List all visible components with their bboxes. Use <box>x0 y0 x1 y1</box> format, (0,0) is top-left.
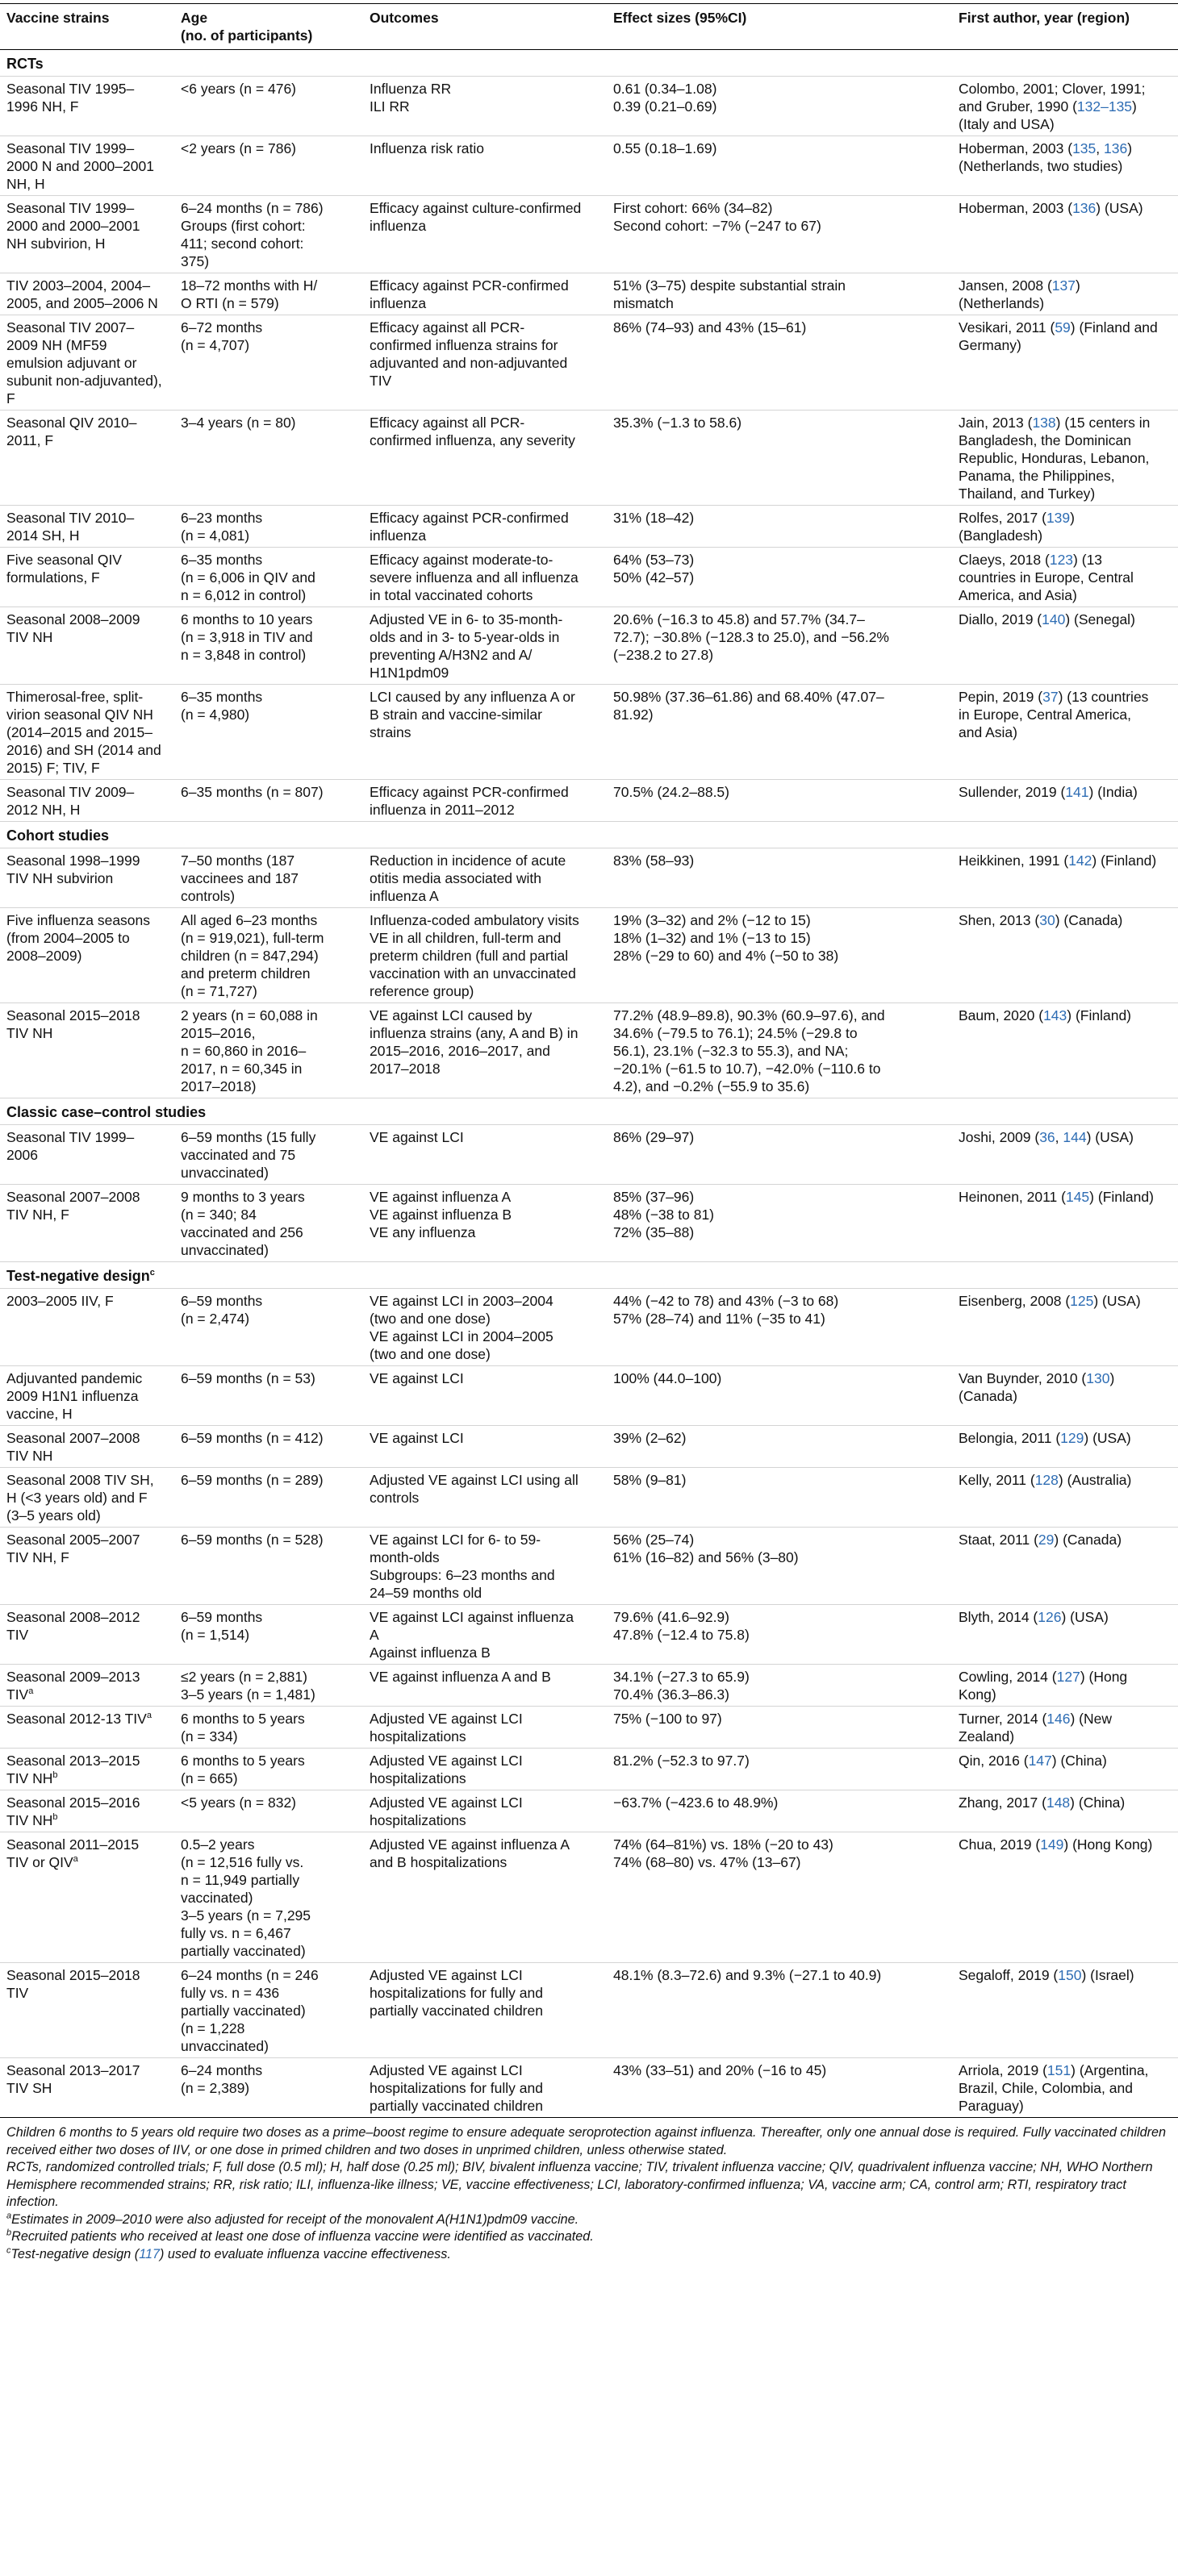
effect-size-cell: 34.1% (−27.3 to 65.9) 70.4% (36.3–86.3) <box>607 1665 952 1707</box>
outcomes-cell: Adjusted VE against LCI hospitalizations for fully and partially vaccinated children <box>363 1963 607 2058</box>
outcomes-cell: Efficacy against all PCR- confirmed influenza strains for adjuvanted and non-adjuvanted TIV <box>363 315 607 411</box>
outcomes-cell: VE against influenza A and B <box>363 1665 607 1707</box>
reference-link[interactable]: 149 <box>1040 1836 1064 1853</box>
age-cell: 6–24 months (n = 2,389) <box>176 2058 363 2118</box>
table-row <box>0 315 1178 411</box>
vaccine-effectiveness-table <box>0 3 1178 2118</box>
table-row <box>0 1366 1178 1426</box>
effect-size-cell: 20.6% (−16.3 to 45.8) and 57.7% (34.7– 72.7); −30.8% (−128.3 to 25.0), and −56.2% (−238.2 to 27.8) <box>607 607 952 685</box>
header-effect-sizes: Effect sizes (95%CI) <box>607 4 952 50</box>
footnote-marker: b <box>52 1812 58 1823</box>
vaccine-strain-cell: Seasonal 2013–2017 TIV SH <box>0 2058 176 2118</box>
outcomes-cell: Efficacy against culture-confirmed influenza <box>363 196 607 273</box>
table-row <box>0 780 1178 822</box>
outcomes-cell: Efficacy against PCR-confirmed influenza <box>363 273 607 315</box>
outcomes-cell: VE against influenza A VE against influenza B VE any influenza <box>363 1185 607 1262</box>
outcomes-cell: Influenza-coded ambulatory visits VE in all children, full-term and preterm children (full and partial vaccination with an unvaccinated reference group) <box>363 908 607 1003</box>
age-cell: 6–59 months (15 fully vaccinated and 75 unvaccinated) <box>176 1125 363 1185</box>
effect-size-cell: 81.2% (−52.3 to 97.7) <box>607 1749 952 1790</box>
reference-link[interactable]: 135 <box>1072 140 1097 156</box>
effect-size-cell: 50.98% (37.36–61.86) and 68.40% (47.07– 81.92) <box>607 685 952 780</box>
vaccine-strain-cell: Seasonal TIV 2007– 2009 NH (MF59 emulsion adjuvant or subunit non-adjuvanted), F <box>0 315 176 411</box>
age-cell: 9 months to 3 years (n = 340; 84 vaccinated and 256 unvaccinated) <box>176 1185 363 1262</box>
effect-size-cell: 19% (3–32) and 2% (−12 to 15) 18% (1–32) and 1% (−13 to 15) 28% (−29 to 60) and 4% (−50 to 38) <box>607 908 952 1003</box>
age-cell: 3–4 years (n = 80) <box>176 411 363 506</box>
age-cell: 6 months to 10 years (n = 3,918 in TIV and n = 3,848 in control) <box>176 607 363 685</box>
reference-link[interactable]: 140 <box>1042 611 1066 627</box>
age-cell: All aged 6–23 months (n = 919,021), full-term children (n = 847,294) and preterm children (n = 71,727) <box>176 908 363 1003</box>
footnote-marker: a <box>146 1711 152 1721</box>
age-cell: 6–72 months (n = 4,707) <box>176 315 363 411</box>
age-cell: 18–72 months with H/ O RTI (n = 579) <box>176 273 363 315</box>
table-row <box>0 1832 1178 1963</box>
reference-link[interactable]: 138 <box>1032 415 1056 431</box>
author-cell: Jain, 2013 (138) (15 centers in Bangladesh, the Dominican Republic, Honduras, Lebanon, Panama, the Philippines, Thailand, and Turkey) <box>952 411 1178 506</box>
footnote-marker: b <box>52 1770 58 1781</box>
table-row <box>0 1468 1178 1528</box>
effect-size-cell: −63.7% (−423.6 to 48.9%) <box>607 1790 952 1832</box>
table-row <box>0 1289 1178 1366</box>
footnote-marker: a <box>28 1686 34 1697</box>
age-cell: 2 years (n = 60,088 in 2015–2016, n = 60,860 in 2016– 2017, n = 60,345 in 2017–2018) <box>176 1003 363 1098</box>
age-cell: 6–35 months (n = 807) <box>176 780 363 822</box>
vaccine-strain-cell: 2003–2005 IIV, F <box>0 1289 176 1366</box>
outcomes-cell: Efficacy against all PCR- confirmed influenza, any severity <box>363 411 607 506</box>
author-cell: Sullender, 2019 (141) (India) <box>952 780 1178 822</box>
effect-size-cell: 64% (53–73) 50% (42–57) <box>607 548 952 607</box>
author-cell: Shen, 2013 (30) (Canada) <box>952 908 1178 1003</box>
footnote-marker: c <box>149 1268 155 1278</box>
outcomes-cell: Influenza RR ILI RR <box>363 77 607 136</box>
effect-size-cell: 0.55 (0.18–1.69) <box>607 136 952 196</box>
outcomes-cell: Adjusted VE against influenza A and B hospitalizations <box>363 1832 607 1963</box>
outcomes-cell: VE against LCI against influenza A Against influenza B <box>363 1605 607 1665</box>
effect-size-cell: 85% (37–96) 48% (−38 to 81) 72% (35–88) <box>607 1185 952 1262</box>
vaccine-strain-cell: Seasonal 2008–2009 TIV NH <box>0 607 176 685</box>
reference-link[interactable]: 36 <box>1039 1129 1055 1145</box>
effect-size-cell: 70.5% (24.2–88.5) <box>607 780 952 822</box>
outcomes-cell: Adjusted VE against LCI hospitalizations <box>363 1707 607 1749</box>
vaccine-strain-cell: Seasonal 1998–1999 TIV NH subvirion <box>0 848 176 908</box>
vaccine-strain-cell: Seasonal 2015–2016 TIV $NH^b$ <box>0 1790 176 1832</box>
reference-link[interactable]: 144 <box>1063 1129 1087 1145</box>
table-row <box>0 2058 1178 2118</box>
table-row <box>0 1963 1178 2058</box>
reference-link[interactable]: 146 <box>1046 1711 1071 1727</box>
section-title: RCTs <box>0 50 1178 77</box>
outcomes-cell: VE against LCI in 2003–2004 (two and one dose) VE against LCI in 2004–2005 (two and one dose) <box>363 1289 607 1366</box>
header-outcomes: Outcomes <box>363 4 607 50</box>
vaccine-strain-cell: TIV 2003–2004, 2004– 2005, and 2005–2006 N <box>0 273 176 315</box>
age-cell: 6–59 months (n = 1,514) <box>176 1605 363 1665</box>
table-row <box>0 136 1178 196</box>
author-cell: Cowling, 2014 (127) (Hong Kong) <box>952 1665 1178 1707</box>
age-cell: 6 months to 5 years (n = 334) <box>176 1707 363 1749</box>
age-cell: <5 years (n = 832) <box>176 1790 363 1832</box>
reference-link[interactable]: 37 <box>1042 689 1059 705</box>
vaccine-strain-cell: Seasonal 2007–2008 TIV NH <box>0 1426 176 1468</box>
section-title: Test-negative design$^c$ <box>0 1262 1178 1289</box>
vaccine-strain-cell: Seasonal 2015–2018 TIV <box>0 1963 176 2058</box>
author-cell: Hoberman, 2003 (135, 136) (Netherlands, two studies) <box>952 136 1178 196</box>
header-vaccine-strains: Vaccine strains <box>0 4 176 50</box>
age-cell: 0.5–2 years (n = 12,516 fully vs. n = 11,949 partially vaccinated) 3–5 years (n = 7,295 fully vs. n = 6,467 partially vaccinated) <box>176 1832 363 1963</box>
table-row <box>0 1003 1178 1098</box>
author-cell: Chua, 2019 (149) (Hong Kong) <box>952 1832 1178 1963</box>
reference-link[interactable]: 143 <box>1043 1007 1067 1023</box>
effect-size-cell: 100% (44.0–100) <box>607 1366 952 1426</box>
author-cell: Rolfes, 2017 (139) (Bangladesh) <box>952 506 1178 548</box>
age-cell: 6–59 months (n = 53) <box>176 1366 363 1426</box>
table-row <box>0 1528 1178 1605</box>
table-row <box>0 1605 1178 1665</box>
effect-size-cell: 51% (3–75) despite substantial strain mismatch <box>607 273 952 315</box>
author-cell: Turner, 2014 (146) (New Zealand) <box>952 1707 1178 1749</box>
table-row <box>0 1125 1178 1185</box>
effect-size-cell: 86% (29–97) <box>607 1125 952 1185</box>
section-header-row <box>0 1262 1178 1289</box>
reference-link[interactable]: 136 <box>1104 140 1128 156</box>
footnote-marker: a <box>73 1854 78 1865</box>
age-cell: 7–50 months (187 vaccinees and 187 controls) <box>176 848 363 908</box>
reference-link[interactable]: 136 <box>1072 200 1097 216</box>
age-cell: 6–59 months (n = 2,474) <box>176 1289 363 1366</box>
author-cell: Heikkinen, 1991 (142) (Finland) <box>952 848 1178 908</box>
reference-link[interactable]: 141 <box>1065 784 1089 800</box>
outcomes-cell: Adjusted VE against LCI hospitalizations <box>363 1790 607 1832</box>
vaccine-strain-cell: Seasonal 2008 TIV SH, H (<3 years old) and F (3–5 years old) <box>0 1468 176 1528</box>
outcomes-cell: VE against LCI caused by influenza strains (any, A and B) in 2015–2016, 2016–2017, and 2017–2018 <box>363 1003 607 1098</box>
author-cell: Arriola, 2019 (151) (Argentina, Brazil, Chile, Colombia, and Paraguay) <box>952 2058 1178 2118</box>
vaccine-strain-cell: Five seasonal QIV formulations, F <box>0 548 176 607</box>
footnote: $^c$Test-negative design (117) used to evaluate influenza vaccine effectiveness. <box>6 2245 451 2261</box>
outcomes-cell: Efficacy against PCR-confirmed influenza <box>363 506 607 548</box>
author-cell: Eisenberg, 2008 (125) (USA) <box>952 1289 1178 1366</box>
outcomes-cell: LCI caused by any influenza A or B strain and vaccine-similar strains <box>363 685 607 780</box>
vaccine-strain-cell: Five influenza seasons (from 2004–2005 to 2008–2009) <box>0 908 176 1003</box>
table-row <box>0 1749 1178 1790</box>
effect-size-cell: First cohort: 66% (34–82) Second cohort: −7% (−247 to 67) <box>607 196 952 273</box>
outcomes-cell: Efficacy against PCR-confirmed influenza in 2011–2012 <box>363 780 607 822</box>
author-cell: Jansen, 2008 (137) (Netherlands) <box>952 273 1178 315</box>
age-cell: 6–59 months (n = 528) <box>176 1528 363 1605</box>
footnote-marker: a <box>6 2211 12 2221</box>
effect-size-cell: 0.61 (0.34–1.08) 0.39 (0.21–0.69) <box>607 77 952 136</box>
table-row <box>0 607 1178 685</box>
effect-size-cell: 44% (−42 to 78) and 43% (−3 to 68) 57% (28–74) and 11% (−35 to 41) <box>607 1289 952 1366</box>
reference-link[interactable]: 125 <box>1070 1293 1094 1309</box>
reference-link[interactable]: 139 <box>1046 510 1071 526</box>
reference-link[interactable]: 127 <box>1056 1669 1080 1685</box>
reference-link[interactable]: 148 <box>1046 1794 1071 1811</box>
reference-link[interactable]: 123 <box>1049 552 1074 568</box>
outcomes-cell: Influenza risk ratio <box>363 136 607 196</box>
age-cell: ≤2 years (n = 2,881) 3–5 years (n = 1,481) <box>176 1665 363 1707</box>
table-row <box>0 1665 1178 1707</box>
table-row <box>0 411 1178 506</box>
age-cell: 6–24 months (n = 246 fully vs. n = 436 partially vaccinated) (n = 1,228 unvaccinated) <box>176 1963 363 2058</box>
outcomes-cell: Efficacy against moderate-to- severe influenza and all influenza in total vaccinated cohorts <box>363 548 607 607</box>
table-row <box>0 685 1178 780</box>
effect-size-cell: 31% (18–42) <box>607 506 952 548</box>
table-row <box>0 506 1178 548</box>
vaccine-strain-cell: Seasonal 2009–2013 TIV$^a$ <box>0 1665 176 1707</box>
effect-size-cell: 77.2% (48.9–89.8), 90.3% (60.9–97.6), and 34.6% (−79.5 to 76.1); 24.5% (−29.8 to 56.1), 23.1% (−32.3 to 55.3), and NA; −20.1% (−61.5 to 10.7), −42.0% (−110.6 to 4.2), and −0.2% (−55.9 to 35.6) <box>607 1003 952 1098</box>
outcomes-cell: VE against LCI for 6- to 59- month-olds Subgroups: 6–23 months and 24–59 months old <box>363 1528 607 1605</box>
author-cell: Kelly, 2011 (128) (Australia) <box>952 1468 1178 1528</box>
author-cell: Segaloff, 2019 (150) (Israel) <box>952 1963 1178 2058</box>
age-cell: <6 years (n = 476) <box>176 77 363 136</box>
vaccine-strain-cell: Seasonal TIV 1995– 1996 NH, F <box>0 77 176 136</box>
reference-link[interactable]: 130 <box>1086 1370 1110 1386</box>
table-row <box>0 273 1178 315</box>
table-row <box>0 908 1178 1003</box>
table-footnotes <box>0 2118 1178 2263</box>
age-cell: 6–23 months (n = 4,081) <box>176 506 363 548</box>
vaccine-strain-cell: Seasonal 2005–2007 TIV NH, F <box>0 1528 176 1605</box>
reference-link[interactable]: 59 <box>1055 319 1071 336</box>
author-cell: Diallo, 2019 (140) (Senegal) <box>952 607 1178 685</box>
reference-link[interactable]: 142 <box>1068 852 1092 869</box>
effect-size-cell: 79.6% (41.6–92.9) 47.8% (−12.4 to 75.8) <box>607 1605 952 1665</box>
effect-size-cell: 83% (58–93) <box>607 848 952 908</box>
outcomes-cell: VE against LCI <box>363 1426 607 1468</box>
footnote: RCTs, randomized controlled trials; F, full dose (0.5 ml); H, half dose (0.25 ml); BIV, bivalent influenza vaccine; TIV, trivalent influenza vaccine; QIV, quadrivalent influenza vaccine; NH, WHO Northern Hemisphere recommended strains; RR, risk ratio; ILI, influenza-like illness; VE, vaccine effectiveness; LCI, laboratory-confirmed influenza; VA, vaccine arm; CA, control arm; RTI, respiratory tract infection. <box>6 2160 1153 2209</box>
author-cell: Qin, 2016 (147) (China) <box>952 1749 1178 1790</box>
section-title: Cohort studies <box>0 822 1178 848</box>
section-header-row <box>0 50 1178 77</box>
reference-link[interactable]: 147 <box>1028 1753 1052 1769</box>
outcomes-cell: Adjusted VE in 6- to 35-month- olds and in 3- to 5-year-olds in preventing A/H3N2 and A/ H1N1pdm09 <box>363 607 607 685</box>
age-cell: 6–24 months (n = 786) Groups (first cohort: 411; second cohort: 375) <box>176 196 363 273</box>
vaccine-strain-cell: Adjuvanted pandemic 2009 H1N1 influenza vaccine, H <box>0 1366 176 1426</box>
author-cell: Van Buynder, 2010 (130) (Canada) <box>952 1366 1178 1426</box>
vaccine-strain-cell: Seasonal 2008–2012 TIV <box>0 1605 176 1665</box>
table-row <box>0 77 1178 136</box>
outcomes-cell: VE against LCI <box>363 1366 607 1426</box>
vaccine-strain-cell: Seasonal 2013–2015 TIV $NH^b$ <box>0 1749 176 1790</box>
section-header-row <box>0 1098 1178 1125</box>
table-row <box>0 196 1178 273</box>
author-cell: Staat, 2011 (29) (Canada) <box>952 1528 1178 1605</box>
vaccine-strain-cell: Seasonal 2011–2015 TIV or QIV$^a$ <box>0 1832 176 1963</box>
author-cell: Colombo, 2001; Clover, 1991; and Gruber, 1990 (132–135) (Italy and USA) <box>952 77 1178 136</box>
outcomes-cell: Adjusted VE against LCI hospitalizations <box>363 1749 607 1790</box>
table-row <box>0 1707 1178 1749</box>
footnote: Children 6 months to 5 years old require two doses as a prime–boost regime to ensure adequate seroprotection against influenza. Thereafter, only one annual dose is required. Fully vaccinated children received either two doses of IIV, or one dose in primed children and two doses in unprimed children, unless otherwise stated. <box>6 2125 1167 2157</box>
vaccine-strain-cell: Seasonal 2007–2008 TIV NH, F <box>0 1185 176 1262</box>
section-header-row <box>0 822 1178 848</box>
effect-size-cell: 58% (9–81) <box>607 1468 952 1528</box>
effect-size-cell: 39% (2–62) <box>607 1426 952 1468</box>
table-header <box>0 4 1178 50</box>
footnote: $^b$Recruited patients who received at least one dose of influenza vaccine were identified as vaccinated. <box>6 2228 594 2244</box>
table-row <box>0 848 1178 908</box>
reference-link[interactable]: 126 <box>1038 1609 1062 1625</box>
reference-link[interactable]: 137 <box>1051 277 1076 294</box>
author-cell: Blyth, 2014 (126) (USA) <box>952 1605 1178 1665</box>
outcomes-cell: Adjusted VE against LCI using all controls <box>363 1468 607 1528</box>
table-row <box>0 1185 1178 1262</box>
footnote-marker: b <box>6 2228 12 2238</box>
vaccine-strain-cell: Seasonal TIV 1999– 2006 <box>0 1125 176 1185</box>
effect-size-cell: 74% (64–81%) vs. 18% (−20 to 43) 74% (68–80) vs. 47% (13–67) <box>607 1832 952 1963</box>
table-body <box>0 50 1178 2118</box>
age-cell: 6–35 months (n = 4,980) <box>176 685 363 780</box>
effect-size-cell: 56% (25–74) 61% (16–82) and 56% (3–80) <box>607 1528 952 1605</box>
effect-size-cell: 75% (−100 to 97) <box>607 1707 952 1749</box>
author-cell: Joshi, 2009 (36, 144) (USA) <box>952 1125 1178 1185</box>
reference-link[interactable]: 128 <box>1034 1472 1059 1488</box>
vaccine-strain-cell: Seasonal QIV 2010– 2011, F <box>0 411 176 506</box>
author-cell: Hoberman, 2003 (136) (USA) <box>952 196 1178 273</box>
effect-size-cell: 43% (33–51) and 20% (−16 to 45) <box>607 2058 952 2118</box>
reference-link[interactable]: 132–135 <box>1076 98 1133 115</box>
reference-link[interactable]: 117 <box>139 2246 160 2261</box>
vaccine-strain-cell: Seasonal TIV 2009– 2012 NH, H <box>0 780 176 822</box>
vaccine-strain-cell: Seasonal 2015–2018 TIV NH <box>0 1003 176 1098</box>
table-row <box>0 548 1178 607</box>
reference-link[interactable]: 29 <box>1038 1532 1055 1548</box>
age-cell: 6–59 months (n = 289) <box>176 1468 363 1528</box>
vaccine-strain-cell: Seasonal 2012-13 TIV$^a$ <box>0 1707 176 1749</box>
vaccine-strain-cell: Seasonal TIV 2010– 2014 SH, H <box>0 506 176 548</box>
header-age: Age (no. of participants) <box>176 4 363 50</box>
outcomes-cell: VE against LCI <box>363 1125 607 1185</box>
header-first-author: First author, year (region) <box>952 4 1178 50</box>
vaccine-strain-cell: Thimerosal-free, split- virion seasonal QIV NH (2014–2015 and 2015– 2016) and SH (2014 and 2015) F; TIV, F <box>0 685 176 780</box>
outcomes-cell: Reduction in incidence of acute otitis media associated with influenza A <box>363 848 607 908</box>
reference-link[interactable]: 150 <box>1058 1967 1082 1983</box>
author-cell: Claeys, 2018 (123) (13 countries in Europe, Central America, and Asia) <box>952 548 1178 607</box>
author-cell: Pepin, 2019 (37) (13 countries in Europe, Central America, and Asia) <box>952 685 1178 780</box>
vaccine-strain-cell: Seasonal TIV 1999– 2000 N and 2000–2001 NH, H <box>0 136 176 196</box>
author-cell: Baum, 2020 (143) (Finland) <box>952 1003 1178 1098</box>
reference-link[interactable]: 30 <box>1039 912 1055 928</box>
age-cell: 6–59 months (n = 412) <box>176 1426 363 1468</box>
age-cell: 6 months to 5 years (n = 665) <box>176 1749 363 1790</box>
vaccine-strain-cell: Seasonal TIV 1999– 2000 and 2000–2001 NH subvirion, H <box>0 196 176 273</box>
effect-size-cell: 48.1% (8.3–72.6) and 9.3% (−27.1 to 40.9) <box>607 1963 952 2058</box>
reference-link[interactable]: 145 <box>1065 1189 1090 1205</box>
age-cell: 6–35 months (n = 6,006 in QIV and n = 6,012 in control) <box>176 548 363 607</box>
effect-size-cell: 86% (74–93) and 43% (15–61) <box>607 315 952 411</box>
author-cell: Belongia, 2011 (129) (USA) <box>952 1426 1178 1468</box>
table-row <box>0 1790 1178 1832</box>
footnote-marker: c <box>6 2245 11 2256</box>
author-cell: Vesikari, 2011 (59) (Finland and Germany) <box>952 315 1178 411</box>
author-cell: Heinonen, 2011 (145) (Finland) <box>952 1185 1178 1262</box>
footnote: $^a$Estimates in 2009–2010 were also adjusted for receipt of the monovalent A(H1N1)pdm09 vaccine. <box>6 2211 579 2227</box>
reference-link[interactable]: 129 <box>1060 1430 1084 1446</box>
effect-size-cell: 35.3% (−1.3 to 58.6) <box>607 411 952 506</box>
age-cell: <2 years (n = 786) <box>176 136 363 196</box>
section-title: Classic case–control studies <box>0 1098 1178 1125</box>
table-row <box>0 1426 1178 1468</box>
author-cell: Zhang, 2017 (148) (China) <box>952 1790 1178 1832</box>
reference-link[interactable]: 151 <box>1046 2062 1071 2078</box>
outcomes-cell: Adjusted VE against LCI hospitalizations for fully and partially vaccinated children <box>363 2058 607 2118</box>
